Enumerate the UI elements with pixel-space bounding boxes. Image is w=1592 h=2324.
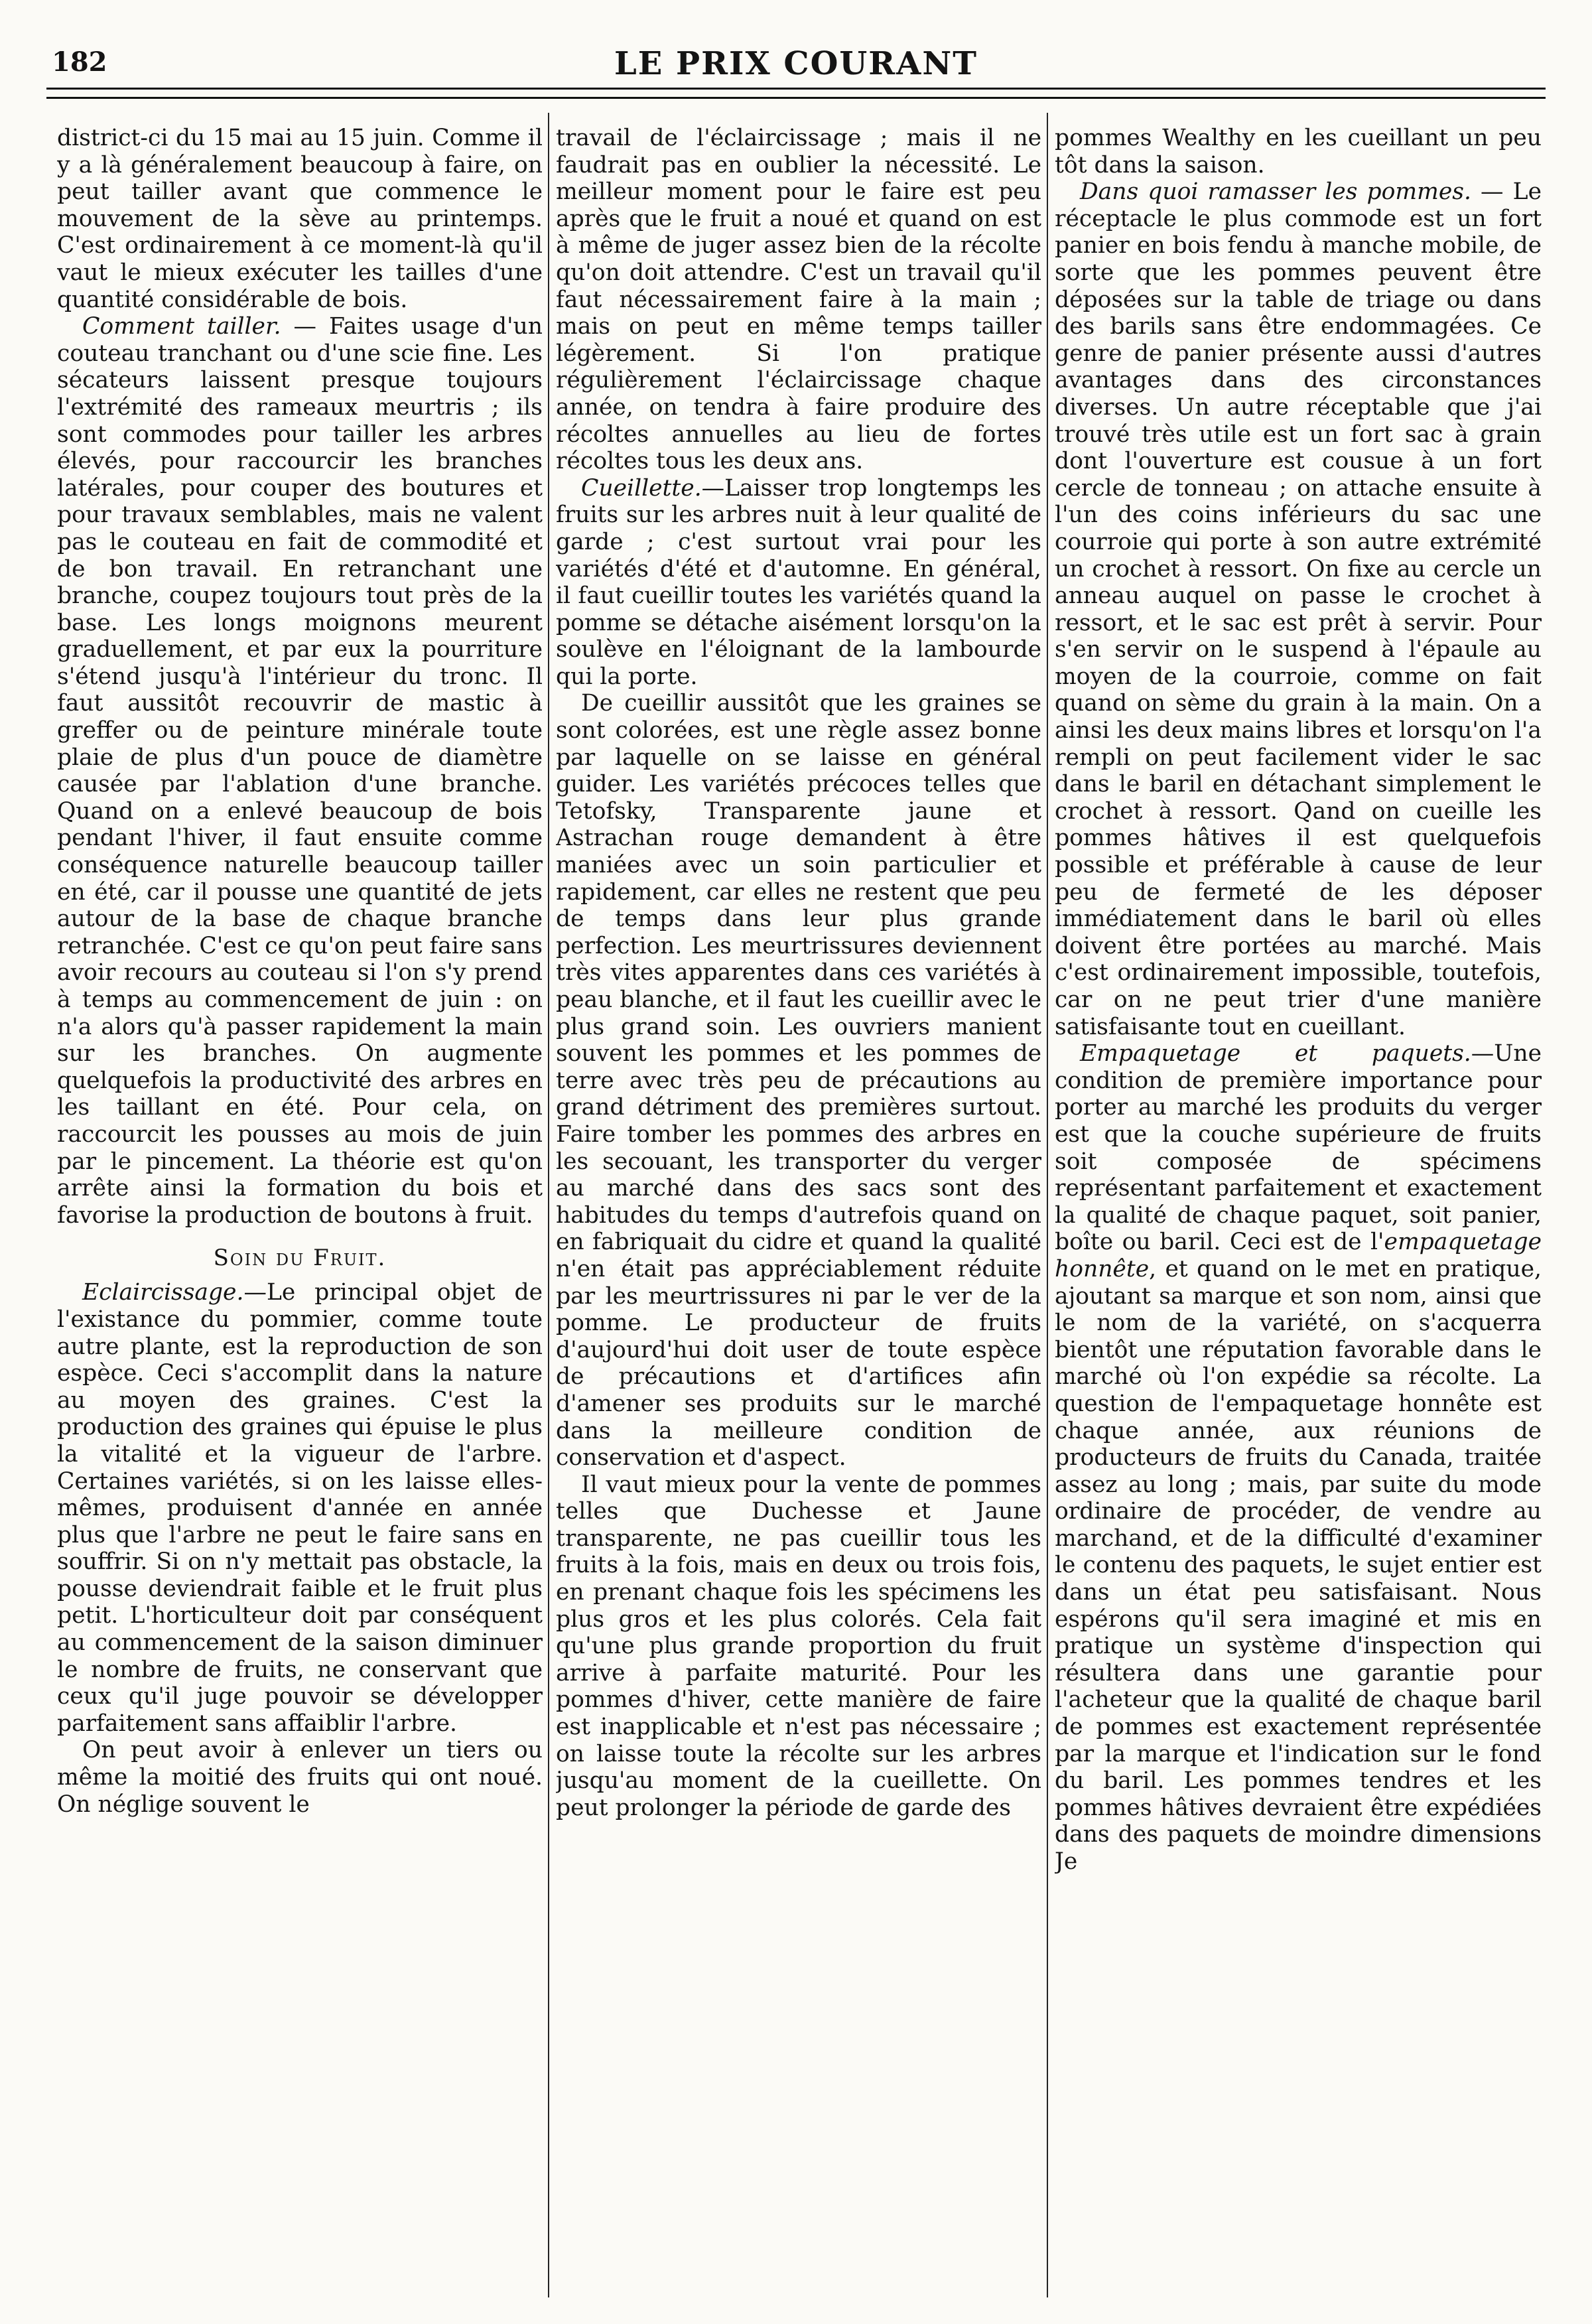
- paragraph-packing-tail: , et quand on le met en pratique, ajoutant sa marque et son nom, ainsi que le nom de la variété, on s'acquerra bientôt une réputation favorable dans le marché où l'on expédie sa récolte. La question de l'empaquetage honnête est chaque année, aux réunions de producteurs de fruits du Canada, traitée assez au long ; mais, par suite du mode ordinaire de procéder, de vendre au marchand, et de la difficulté d'examiner le contenu des paquets, le sujet entier est dans un état peu satisfaisant. Nous espérons qu'il sera imaginé et mis en pratique un système d'inspection qui résultera dans une garantie pour l'acheteur que la qualité de chaque baril de pommes est exactement représentée par la marque et l'indication sur le fond du baril. Les pommes tendres et les pommes hâtives devraient être expédiées dans des paquets de moindre dimensions Je: [1055, 1255, 1542, 1875]
- paragraph-thinning-continued: travail de l'éclaircissage ; mais il ne faudrait pas en oublier la nécessité. Le meilleur moment pour le faire est peu après que le fruit a noué et quand on est à même de juger assez bien de la récolte qu'on doit attendre. C'est un travail qu'il faut nécessairement faire à la main ; mais on peut en même temps tailler légèrement. Si l'on pratique régulièrement l'éclaircissage chaque année, on tendra à faire produire des récoltes annuelles au lieu de fortes récoltes tous les deux ans.: [556, 125, 1041, 475]
- column-3: [1055, 125, 1542, 2297]
- paragraph-containers: [1055, 178, 1542, 1040]
- subhead-comment-tailler: Comment tailler.: [82, 313, 281, 340]
- subhead-dans-quoi-ramasser: Dans quoi ramasser les pommes.: [1080, 178, 1471, 206]
- paragraph-remove-third: On peut avoir à enlever un tiers ou même la moitié des fruits qui ont noué. On néglige souvent le: [57, 1737, 543, 1818]
- subhead-eclaircissage: Eclaircissage.: [82, 1279, 244, 1306]
- page-header: [46, 40, 1546, 86]
- paragraph-how-to-prune: [57, 313, 543, 1229]
- section-heading-soin-du-fruit: Soin du Fruit.: [213, 1245, 387, 1272]
- paragraph-picking-in-stages: Il vaut mieux pour la vente de pommes telles que Duchesse et Jaune transparente, ne pas cueillir tous les fruits à la fois, mais en deux ou trois fois, en prenant chaque fois les spécimens les plus gros et les plus colorés. Cela fait qu'une plus grande proportion du fruit arrive à parfaite maturité. Pour les pommes d'hiver, cette manière de faire est inapplicable et n'est pas nécessaire ; on laisse toute la récolte sur les arbres jusqu'au moment de la cueillette. On peut prolonger la période de garde des: [556, 1471, 1041, 1821]
- subhead-cueillette: Cueillette.: [581, 474, 702, 502]
- column-2: [556, 125, 1041, 2297]
- column-1: [57, 125, 543, 2297]
- header-rule-bottom: [46, 97, 1546, 99]
- column-divider-2: [1047, 113, 1048, 2297]
- paragraph-picking-text: —Laisser trop longtemps les fruits sur les arbres nuit à leur qualité de garde ; c'est surtout vrai pour les variétés d'été et d'automne. En général, il faut cueillir toutes les variétés quand la pomme se détache aisément lorsqu'on la soulève en l'éloignant de la lambourde qui la porte.: [556, 474, 1041, 690]
- paragraph-thinning-text: —Le principal objet de l'existance du pommier, comme toute autre plante, est la reproduction de son espèce. Ceci s'accomplit dans la nature au moyen des graines. C'est la production des graines qui épuise le plus la vitalité et la vigueur de l'arbre. Certaines variétés, si on les laisse elles-mêmes, produisent d'année en année plus que l'arbre ne peut le faire sans en souffrir. Si on n'y mettait pas obstacle, la pousse deviendrait faible et le fruit plus petit. L'horticulteur doit par conséquent au commencement de la saison diminuer le nombre de fruits, ne conservant que ceux qu'il juge pouvoir se développer parfaitement sans affaiblir l'arbre.: [57, 1279, 543, 1737]
- page-number: 182: [52, 46, 107, 78]
- paragraph-seed-color-rule: De cueillir aussitôt que les graines se sont colorées, est une règle assez bonne par laquelle on se laisse en général guider. Les variétés précoces telles que Tetofsky, Transparente jaune et Astrachan rouge demandent à être maniées avec un soin particulier et rapidement, car elles ne restent que peu de temps dans leur plus grande perfection. Les meurtrissures deviennent très vites apparentes dans ces variétés à peau blanche, et il faut les cueillir avec le plus grand soin. Les ouvriers manient souvent les pommes et les pommes de terre avec très peu de précautions au grand détriment des premières surtout. Faire tomber les pommes des arbres en les secouant, les transporter du verger au marché dans des sacs sont des habitudes du temps d'autrefois quand on en fabriquait du cidre et quand la qualité n'en était pas appréciablement réduite par les meurtrissures ni par le ver de la pomme. Le producteur de fruits d'aujourd'hui doit user de toute espèce de précautions et d'artifices afin d'amener ses produits sur le marché dans la meilleure condition de conservation et d'aspect.: [556, 690, 1041, 1471]
- header-rule-top: [46, 88, 1546, 90]
- paragraph-packing-text: —Une condition de première importance pour porter au marché les produits du verger est que la couche supérieure de fruits soit composée de spécimens représentant parfaitement et exactement la qualité de chaque paquet, soit panier, boîte ou baril. Ceci est de l': [1055, 1040, 1542, 1256]
- paragraph-containers-text: — Le réceptacle le plus commode est un fort panier en bois fendu à manche mobile, de sorte que les pommes peuvent être déposées sur la table de triage ou dans des barils sans être endommagées. Ce genre de panier présente aussi d'autres avantages dans des circonstances diverses. Un autre réceptable que j'ai trouvé très utile est un fort sac à grain dont l'ouverture est cousue à un fort cercle de tonneau ; on attache ensuite à l'un des coins inférieurs du sac une courroie qui porte à son autre extrémité un crochet à ressort. On fixe au cercle un anneau auquel on passe le crochet à ressort, et le sac est prêt à servir. Pour s'en servir on le suspend à l'épaule au moyen de la courroie, comme on fait quand on sème du grain à la main. On a ainsi les deux mains libres et lorsqu'on l'a rempli on peut facilement vider le sac dans le baril en détachant simplement le crochet à ressort. Qand on cueille les pommes hâtives il est quelquefois possible et préférable à cause de leur peu de fermeté de les déposer immédiatement dans le baril où elles doivent être portées au marché. Mais c'est ordinairement impossible, toutefois, car on ne peut trier d'une manière satisfaisante tout en cueillant.: [1055, 178, 1542, 1040]
- paragraph-wealthy: pommes Wealthy en les cueillant un peu tôt dans la saison.: [1055, 125, 1542, 178]
- publication-title: LE PRIX COURANT: [614, 45, 978, 82]
- paragraph-thinning: [57, 1279, 543, 1737]
- emphasis-empaquetage-honnete: empaquetage honnête: [1055, 1229, 1542, 1282]
- subhead-empaquetage: Empaquetage et paquets.: [1080, 1040, 1471, 1067]
- column-divider-1: [548, 113, 549, 2297]
- paragraph-packing: [1055, 1040, 1542, 1875]
- paragraph-picking: [556, 475, 1041, 691]
- paragraph-how-to-prune-text: — Faites usage d'un couteau tranchant ou d'une scie fine. Les sécateurs laissent presque toujours l'extrémité des rameaux meurtris ; ils sont commodes pour tailler les arbres élevés, pour raccourcir les branches latérales, pour couper des boutures et pour travaux semblables, mais ne valent pas le couteau en fait de commodité et de bon travail. En retranchant une branche, coupez toujours tout près de la base. Les longs moignons meurent graduellement, et par eux la pourriture s'étend jusqu'à l'intérieur du tronc. Il faut aussitôt recouvrir de mastic à greffer ou de peinture minérale toute plaie de plus d'un pouce de diamètre causée par l'ablation d'une branche. Quand on a enlevé beaucoup de bois pendant l'hiver, il faut ensuite comme conséquence naturelle beaucoup tailler en été, car il pousse une quantité de jets autour de la base de chaque branche retranchée. C'est ce qu'on peut faire sans avoir recours au couteau si l'on s'y prend à temps au commencement de juin : on n'a alors qu'à passer rapidement la main sur les branches. On augmente quelquefois la productivité des arbres en les taillant en été. Pour cela, on raccourcit les pousses au mois de juin par le pincement. La théorie est qu'on arrête ainsi la formation du bois et favorise la production de boutons à fruit.: [57, 313, 543, 1229]
- paragraph-pruning-timing: district-ci du 15 mai au 15 juin. Comme il y a là généralement beaucoup à faire, on peut tailler avant que commence le mouvement de la sève au printemps. C'est ordinairement à ce moment-là qu'il vaut le mieux exécuter les tailles d'une quantité considérable de bois.: [57, 125, 543, 313]
